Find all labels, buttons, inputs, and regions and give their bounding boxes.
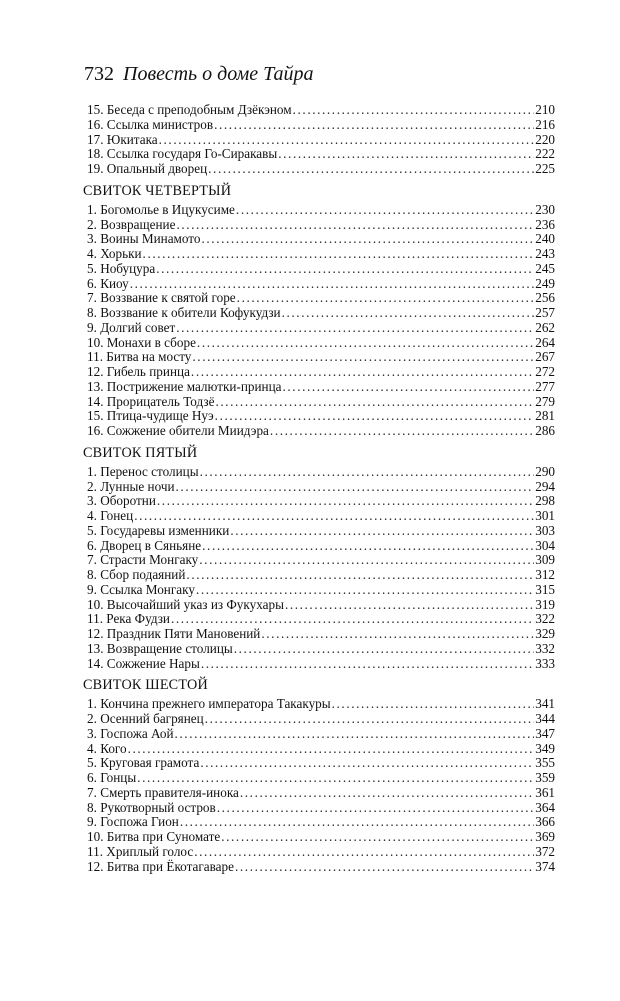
- entry-page-number: 349: [535, 740, 555, 756]
- entry-page-number: 366: [535, 814, 555, 830]
- entry-title: 8. Воззвание к обители Кофукудзи: [87, 305, 281, 320]
- entry-title: 1. Богомолье в Ицукусиме: [87, 201, 235, 217]
- entry-page-number: 301: [535, 508, 555, 523]
- entry-page-number: 279: [535, 393, 555, 409]
- toc-section: [83, 677, 555, 874]
- toc-entry: [83, 277, 555, 292]
- entry-page-number: 369: [535, 829, 555, 844]
- entry-title: 6. Киоу: [87, 275, 129, 291]
- entry-page-number: 294: [535, 478, 555, 494]
- entry-page-number: 329: [535, 626, 555, 641]
- dot-leader: [270, 424, 534, 439]
- entry-page-number: 222: [535, 146, 555, 162]
- dot-leader: [208, 162, 534, 177]
- entry-title: 5. Круговая грамота: [87, 755, 200, 771]
- dot-leader: [236, 203, 534, 218]
- entry-page-number: 257: [535, 305, 555, 320]
- dot-leader: [180, 815, 534, 830]
- toc-entry: [83, 409, 555, 424]
- dot-leader: [285, 598, 534, 613]
- dot-leader: [196, 583, 534, 598]
- entry-page-number: 309: [535, 552, 555, 568]
- entry-page-number: 304: [535, 537, 555, 553]
- dot-leader: [176, 321, 534, 336]
- dot-leader: [215, 409, 535, 424]
- running-title: Повесть о доме Тайра: [123, 63, 314, 85]
- dot-leader: [194, 845, 534, 860]
- entry-page-number: 267: [535, 349, 555, 365]
- entry-page-number: 277: [535, 378, 555, 394]
- toc-entry: [83, 118, 555, 133]
- entry-page-number: 230: [535, 201, 555, 217]
- entry-page-number: 344: [535, 711, 555, 726]
- entry-title: 18. Ссылка государя Го-Сиракавы: [87, 146, 278, 162]
- entry-page-number: 210: [535, 102, 555, 117]
- section-title: СВИТОК ЧЕТВЕРТЫЙ: [83, 182, 232, 199]
- page-header: [84, 62, 314, 86]
- toc-entry: [83, 509, 555, 524]
- entry-title: 10. Монахи в сборе: [87, 334, 196, 350]
- entry-page-number: 225: [535, 161, 555, 176]
- section-title: СВИТОК ПЯТЫЙ: [83, 444, 198, 461]
- dot-leader: [156, 262, 534, 277]
- entry-title: 13. Возвращение столицы: [87, 640, 233, 656]
- entry-title: 6. Дворец в Сяньяне: [87, 537, 202, 553]
- entry-title: 9. Долгий совет: [87, 319, 176, 335]
- toc-entry: [83, 830, 555, 845]
- toc-entry: [83, 815, 555, 830]
- entry-page-number: 319: [535, 596, 555, 612]
- entry-title: 9. Госпожа Гион: [87, 814, 179, 830]
- toc-entry: [83, 524, 555, 539]
- dot-leader: [128, 742, 535, 757]
- entry-title: 2. Возвращение: [87, 216, 176, 232]
- toc-entry: [83, 306, 555, 321]
- entry-title: 1. Перенос столицы: [87, 463, 199, 479]
- table-of-contents: [83, 103, 555, 874]
- section-title: СВИТОК ШЕСТОЙ: [83, 677, 208, 694]
- dot-leader: [176, 218, 534, 233]
- entry-title: 13. Пострижение малютки-принца: [87, 378, 282, 394]
- dot-leader: [261, 627, 534, 642]
- toc-entry: [83, 553, 555, 568]
- entry-page-number: 243: [535, 246, 555, 261]
- toc-entry: [83, 598, 555, 613]
- entry-title: 6. Гонцы: [87, 770, 137, 785]
- entry-page-number: 286: [535, 423, 555, 438]
- toc-entry: [83, 232, 555, 247]
- entry-page-number: 281: [535, 408, 555, 424]
- entry-title: 5. Государевы изменники: [87, 522, 230, 538]
- toc-entry: [83, 424, 555, 439]
- entry-title: 11. Битва на мосту: [87, 349, 192, 365]
- entry-title: 12. Праздник Пяти Мановений: [87, 626, 261, 641]
- entry-title: 11. Хриплый голос: [87, 843, 194, 859]
- dot-leader: [186, 568, 534, 583]
- toc-entry: [83, 742, 555, 757]
- toc-entry: [83, 845, 555, 860]
- toc-entry: [83, 247, 555, 262]
- entry-title: 15. Беседа с преподобным Дзёкэном: [87, 102, 292, 117]
- entry-title: 14. Сожжение Нары: [87, 655, 200, 671]
- entry-title: 4. Хорьки: [87, 246, 142, 261]
- entry-title: 11. Река Фудзи: [87, 611, 170, 627]
- entry-page-number: 264: [535, 334, 555, 350]
- dot-leader: [205, 712, 535, 727]
- entry-title: 7. Воззвание к святой горе: [87, 290, 236, 306]
- toc-entry: [83, 480, 555, 495]
- entry-page-number: 312: [535, 567, 555, 582]
- toc-entry: [83, 465, 555, 480]
- entry-title: 1. Кончина прежнего императора Такакуры: [87, 696, 331, 712]
- toc-entry: [83, 162, 555, 177]
- toc-entry: [83, 612, 555, 627]
- entry-title: 10. Битва при Суномате: [87, 829, 221, 844]
- entry-page-number: 359: [535, 770, 555, 785]
- entry-title: 3. Воины Минамото: [87, 231, 201, 247]
- dot-leader: [230, 524, 534, 539]
- entry-page-number: 298: [535, 493, 555, 509]
- entry-title: 12. Гибель принца: [87, 364, 190, 379]
- entry-page-number: 256: [535, 290, 555, 306]
- dot-leader: [217, 801, 534, 816]
- dot-leader: [332, 697, 535, 712]
- dot-leader: [234, 642, 534, 657]
- dot-leader: [201, 657, 534, 672]
- dot-leader: [175, 727, 535, 742]
- dot-leader: [278, 147, 534, 162]
- toc-entry: [83, 350, 555, 365]
- entry-title: 3. Оборотни: [87, 493, 156, 509]
- toc-entry: [83, 103, 555, 118]
- entry-title: 14. Прорицатель Тодзё: [87, 393, 215, 409]
- entry-page-number: 364: [535, 799, 555, 815]
- toc-section: [83, 445, 555, 672]
- toc-entry: [83, 539, 555, 554]
- toc-entry: [83, 860, 555, 875]
- entry-title: 16. Ссылка министров: [87, 116, 214, 132]
- entry-title: 2. Осенний багрянец: [87, 711, 204, 726]
- toc-section: [83, 183, 555, 439]
- dot-leader: [293, 103, 535, 118]
- dot-leader: [200, 756, 534, 771]
- entry-title: 16. Сожжение обители Миидэра: [87, 423, 269, 438]
- entry-page-number: 240: [535, 231, 555, 247]
- toc-entry: [83, 395, 555, 410]
- entry-title: 2. Лунные ночи: [87, 478, 175, 494]
- toc-entry: [83, 786, 555, 801]
- toc-entry: [83, 712, 555, 727]
- toc-entry: [83, 133, 555, 148]
- toc-entry: [83, 801, 555, 816]
- toc-section: [83, 103, 555, 177]
- entry-page-number: 216: [535, 116, 555, 132]
- dot-leader: [221, 830, 534, 845]
- entry-title: 4. Кого: [87, 740, 127, 756]
- dot-leader: [191, 365, 534, 380]
- entry-page-number: 361: [535, 784, 555, 800]
- dot-leader: [215, 395, 534, 410]
- dot-leader: [159, 133, 535, 148]
- entry-page-number: 262: [535, 319, 555, 335]
- entry-title: 3. Госпожа Аой: [87, 725, 174, 741]
- entry-page-number: 374: [535, 858, 555, 874]
- entry-page-number: 315: [535, 581, 555, 597]
- entry-title: 7. Смерть правителя-инока: [87, 784, 239, 800]
- dot-leader: [199, 553, 534, 568]
- dot-leader: [157, 494, 534, 509]
- toc-entry: [83, 756, 555, 771]
- toc-entry: [83, 291, 555, 306]
- dot-leader: [283, 380, 535, 395]
- dot-leader: [240, 786, 534, 801]
- dot-leader: [202, 232, 535, 247]
- toc-entry: [83, 262, 555, 277]
- toc-entry: [83, 771, 555, 786]
- entry-title: 9. Ссылка Монгаку: [87, 581, 195, 597]
- entry-page-number: 372: [535, 843, 555, 859]
- toc-entry: [83, 583, 555, 598]
- dot-leader: [176, 480, 535, 495]
- entry-page-number: 236: [535, 216, 555, 232]
- entry-page-number: 332: [535, 640, 555, 656]
- entry-title: 10. Высочайший указ из Фукухары: [87, 596, 284, 612]
- dot-leader: [237, 291, 535, 306]
- entry-title: 7. Страсти Монгаку: [87, 552, 199, 568]
- dot-leader: [192, 350, 534, 365]
- entry-page-number: 220: [535, 131, 555, 147]
- toc-entry: [83, 727, 555, 742]
- toc-entry: [83, 494, 555, 509]
- toc-entry: [83, 642, 555, 657]
- entry-page-number: 272: [535, 364, 555, 379]
- dot-leader: [235, 860, 534, 875]
- entry-page-number: 322: [535, 611, 555, 627]
- dot-leader: [143, 247, 535, 262]
- toc-entry: [83, 321, 555, 336]
- entry-title: 15. Птица-чудище Нуэ: [87, 408, 214, 424]
- entry-page-number: 290: [535, 463, 555, 479]
- page-number: 732: [84, 63, 114, 85]
- entry-title: 4. Гонец: [87, 508, 134, 523]
- entry-title: 17. Юкитака: [87, 131, 158, 147]
- toc-entry: [83, 365, 555, 380]
- dot-leader: [130, 277, 534, 292]
- dot-leader: [200, 465, 535, 480]
- dot-leader: [134, 509, 534, 524]
- entry-title: 8. Сбор подаяний: [87, 567, 186, 582]
- dot-leader: [282, 306, 535, 321]
- toc-entry: [83, 218, 555, 233]
- entry-page-number: 355: [535, 755, 555, 771]
- entry-title: 5. Нобуцура: [87, 260, 156, 276]
- entry-title: 8. Рукотворный остров: [87, 799, 216, 815]
- entry-page-number: 333: [535, 655, 555, 671]
- toc-entry: [83, 147, 555, 162]
- entry-page-number: 249: [535, 275, 555, 291]
- dot-leader: [137, 771, 534, 786]
- toc-entry: [83, 657, 555, 672]
- dot-leader: [197, 336, 534, 351]
- entry-page-number: 341: [535, 696, 555, 712]
- entry-page-number: 347: [535, 725, 555, 741]
- entry-title: 19. Опальный дворец: [87, 161, 208, 176]
- entry-page-number: 303: [535, 522, 555, 538]
- dot-leader: [171, 612, 534, 627]
- toc-entry: [83, 336, 555, 351]
- toc-entry: [83, 627, 555, 642]
- toc-entry: [83, 380, 555, 395]
- toc-entry: [83, 697, 555, 712]
- toc-entry: [83, 568, 555, 583]
- toc-entry: [83, 203, 555, 218]
- entry-title: 12. Битва при Ёкотагаваре: [87, 858, 234, 874]
- dot-leader: [214, 118, 534, 133]
- dot-leader: [202, 539, 534, 554]
- entry-page-number: 245: [535, 260, 555, 276]
